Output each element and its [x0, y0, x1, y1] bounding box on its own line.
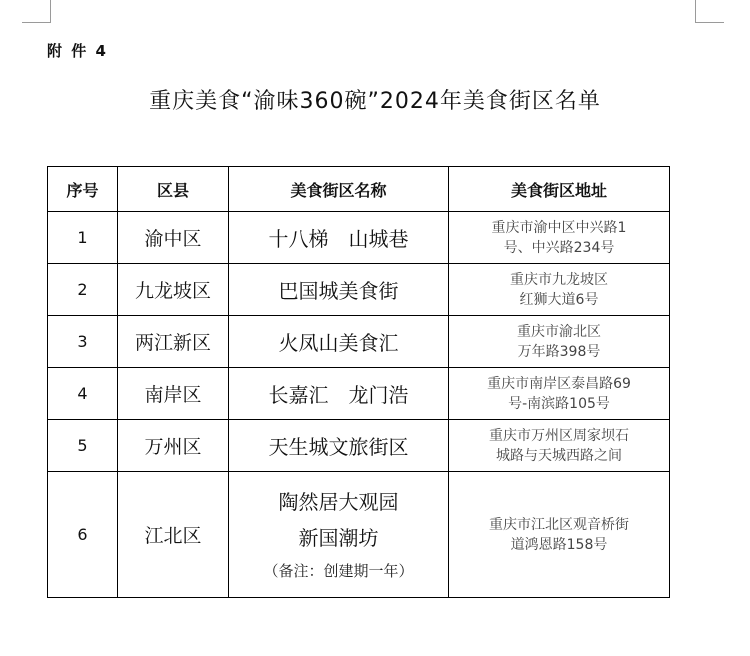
address-cell	[449, 264, 670, 316]
address-line: 重庆市万州区周家坝石	[489, 427, 629, 444]
address-line: 城路与天城西路之间	[496, 447, 622, 464]
address-line: 万年路398号	[517, 343, 601, 360]
street-name-cell	[229, 472, 449, 598]
attachment-label: 附 件 4	[47, 42, 108, 60]
address-line: 重庆市渝北区	[517, 323, 601, 340]
address-line: 号-南滨路105号	[508, 395, 610, 412]
page-corner-mark-right	[695, 0, 724, 23]
header-serial-number: 序号	[48, 167, 118, 212]
table-row	[48, 212, 670, 264]
table-header-row	[48, 167, 670, 212]
district-cell: 江北区	[118, 472, 229, 598]
street-name-cell: 火凤山美食汇	[229, 316, 449, 368]
street-name-cell: 十八梯 山城巷	[229, 212, 449, 264]
address-line: 重庆市九龙坡区	[510, 271, 608, 288]
serial-number-cell: 2	[48, 264, 118, 316]
street-name-cell: 巴国城美食街	[229, 264, 449, 316]
address-cell	[449, 368, 670, 420]
address-line: 红狮大道6号	[519, 291, 599, 308]
document-title: 重庆美食“渝味360碗”2024年美食街区名单	[149, 89, 601, 114]
address-cell	[449, 212, 670, 264]
district-cell: 九龙坡区	[118, 264, 229, 316]
food-street-table	[47, 166, 670, 598]
header-street-name: 美食街区名称	[229, 167, 449, 212]
street-name-cell: 天生城文旅街区	[229, 420, 449, 472]
serial-number-cell: 4	[48, 368, 118, 420]
address-line: 重庆市渝中区中兴路1	[491, 219, 627, 236]
address-cell	[449, 472, 670, 598]
street-name-note: （备注：创建期一年）	[263, 561, 414, 580]
street-name-cell: 长嘉汇 龙门浩	[229, 368, 449, 420]
street-name-line: 新国潮坊	[298, 525, 379, 550]
address-line: 号、中兴路234号	[503, 239, 615, 256]
table-row	[48, 368, 670, 420]
district-cell: 渝中区	[118, 212, 229, 264]
address-line: 重庆市南岸区泰昌路69	[487, 375, 631, 392]
district-cell: 南岸区	[118, 368, 229, 420]
page-corner-mark-left	[22, 0, 51, 23]
table-row	[48, 316, 670, 368]
table-row	[48, 264, 670, 316]
header-district: 区县	[118, 167, 229, 212]
serial-number-cell: 1	[48, 212, 118, 264]
address-line: 道鸿恩路158号	[510, 536, 608, 553]
address-line: 重庆市江北区观音桥街	[489, 516, 629, 533]
header-street-address: 美食街区地址	[449, 167, 670, 212]
street-name-line: 陶然居大观园	[278, 489, 399, 514]
address-cell	[449, 420, 670, 472]
district-cell: 万州区	[118, 420, 229, 472]
serial-number-cell: 3	[48, 316, 118, 368]
table-row	[48, 472, 670, 598]
serial-number-cell: 6	[48, 472, 118, 598]
district-cell: 两江新区	[118, 316, 229, 368]
address-cell	[449, 316, 670, 368]
table-row	[48, 420, 670, 472]
serial-number-cell: 5	[48, 420, 118, 472]
